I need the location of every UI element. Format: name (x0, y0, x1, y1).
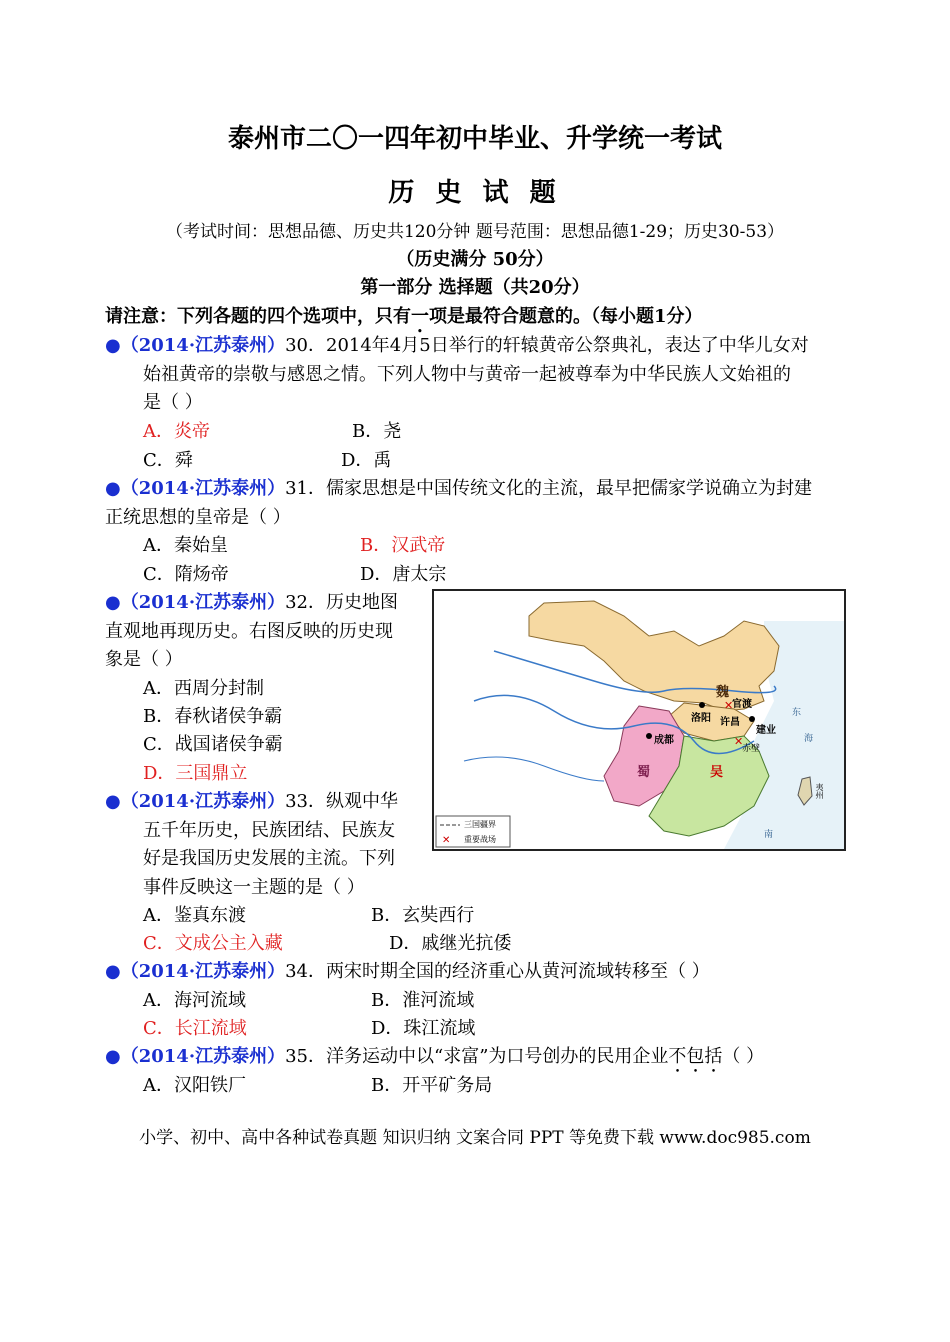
bullet-icon: ● (105, 478, 121, 499)
q33-line4: 事件反映这一主题的是（ ） (143, 877, 365, 898)
q30-option-d: D．禹 (341, 450, 392, 471)
bullet-icon: ● (105, 961, 121, 982)
q31-option-b: B．汉武帝 (360, 535, 446, 556)
q31-option-d: D．唐太宗 (360, 564, 447, 585)
q34-option-a: A．海河流域 (143, 990, 246, 1011)
q33-line2: 五千年历史，民族团结、民族友 (143, 820, 395, 841)
exam-info: （考试时间：思想品德、历史共120分钟 题号范围：思想品德1-29；历史30-53） (165, 222, 785, 242)
bullet-icon: ● (105, 335, 121, 356)
emphasis-dot: 不包括 (668, 1046, 723, 1067)
label-chibi: 赤壁 (742, 744, 761, 754)
q34-stem: ●（2014·江苏泰州）34．两宋时期全国的经济重心从黄河流域转移至（ ） (105, 961, 710, 982)
footer-text: 小学、初中、高中各种试卷真题 知识归纳 文案合同 PPT 等免费下载 www.doc985.com (139, 1128, 811, 1148)
q32-option-a: A．西周分封制 (143, 678, 264, 699)
q30-line3: 是（ ） (143, 392, 203, 413)
legend-battle-label: 重要战场 (464, 835, 496, 844)
exam-title: 泰州市二〇一四年初中毕业、升学统一考试 (227, 124, 722, 154)
legend-border-label: 三国疆界 (464, 820, 496, 829)
label-dong: 东 (792, 708, 802, 718)
label-hai: 海 (804, 734, 814, 744)
q30-option-b: B．尧 (352, 421, 402, 442)
bullet-icon: ● (105, 592, 121, 613)
label-shu: 蜀 (637, 765, 651, 780)
q33-option-a: A．鉴真东渡 (143, 905, 246, 926)
label-wu: 吴 (710, 765, 724, 780)
q30-stem: ●（2014·江苏泰州）30．2014年4月5日举行的轩辕黄帝公祭典礼，表达了中华儿女对 (105, 335, 809, 356)
q35-option-a: A．汉阳铁厂 (143, 1075, 246, 1096)
q32-line3: 象是（ ） (105, 649, 183, 670)
q34-option-c: C．长江流域 (143, 1018, 247, 1039)
source-tag: （2014·江苏泰州） (120, 478, 286, 499)
q30-option-c: C．舜 (143, 450, 193, 471)
source-tag: （2014·江苏泰州） (120, 791, 286, 812)
label-guandu: 官渡 (732, 699, 752, 710)
q33-option-b: B．玄奘西行 (371, 905, 475, 926)
q33-option-c: C．文成公主入藏 (143, 933, 283, 954)
q33-line3: 好是我国历史发展的主流。下列 (143, 848, 395, 869)
q33-option-d: D．戚继光抗倭 (389, 933, 512, 954)
score-note: （历史满分 50分） (396, 249, 554, 270)
q32-line2: 直观地再现历史。右图反映的历史现 (105, 621, 393, 642)
svg-text:✕: ✕ (734, 735, 744, 748)
map-graphic (434, 591, 844, 849)
emphasis-dot: 一 (411, 306, 429, 327)
label-xuchang: 许昌 (720, 717, 740, 728)
label-nan: 南 (764, 830, 774, 840)
section-title: 第一部分 选择题（共20分） (360, 277, 590, 298)
q32-option-d: D．三国鼎立 (143, 763, 248, 784)
q32-option-b: B．春秋诸侯争霸 (143, 706, 283, 727)
label-jianye: 建业 (756, 725, 776, 736)
notice: 请注意：下列各题的四个选项中，只有一项是最符合题意的。（每小题1分） (105, 306, 703, 327)
q31-line2: 正统思想的皇帝是（ ） (105, 507, 291, 528)
source-tag: （2014·江苏泰州） (120, 592, 286, 613)
q35-option-b: B．开平矿务局 (371, 1075, 493, 1096)
q34-option-b: B．淮河流域 (371, 990, 475, 1011)
svg-text:✕: ✕ (724, 699, 734, 712)
svg-text:✕: ✕ (442, 835, 451, 846)
label-yizhou: 夷州 (815, 783, 824, 799)
label-chengdu: 成都 (654, 735, 674, 746)
source-tag: （2014·江苏泰州） (120, 961, 286, 982)
q34-option-d: D．珠江流域 (371, 1018, 476, 1039)
q31-stem: ●（2014·江苏泰州）31．儒家思想是中国传统文化的主流，最早把儒家学说确立为封建 (105, 478, 812, 499)
three-kingdoms-map (432, 589, 846, 851)
source-tag: （2014·江苏泰州） (120, 335, 286, 356)
q31-option-a: A．秦始皇 (143, 535, 228, 556)
subject-title: 历 史 试 题 (388, 178, 562, 208)
q30-line2: 始祖黄帝的崇敬与感恩之情。下列人物中与黄帝一起被尊奉为中华民族人文始祖的 (143, 364, 791, 385)
label-luoyang: 洛阳 (691, 713, 711, 724)
q31-option-c: C．隋炀帝 (143, 564, 229, 585)
label-wei: 魏 (716, 685, 730, 700)
q30-option-a: A．炎帝 (143, 421, 210, 442)
source-tag: （2014·江苏泰州） (120, 1046, 286, 1067)
bullet-icon: ● (105, 1046, 121, 1067)
q35-stem: ●（2014·江苏泰州）35．洋务运动中以“求富”为口号创办的民用企业不包括（ ） (105, 1046, 765, 1067)
bullet-icon: ● (105, 791, 121, 812)
q32-option-c: C．战国诸侯争霸 (143, 734, 283, 755)
q32-stem: ●（2014·江苏泰州）32．历史地图 (105, 592, 398, 613)
q33-stem: ●（2014·江苏泰州）33．纵观中华 (105, 791, 398, 812)
